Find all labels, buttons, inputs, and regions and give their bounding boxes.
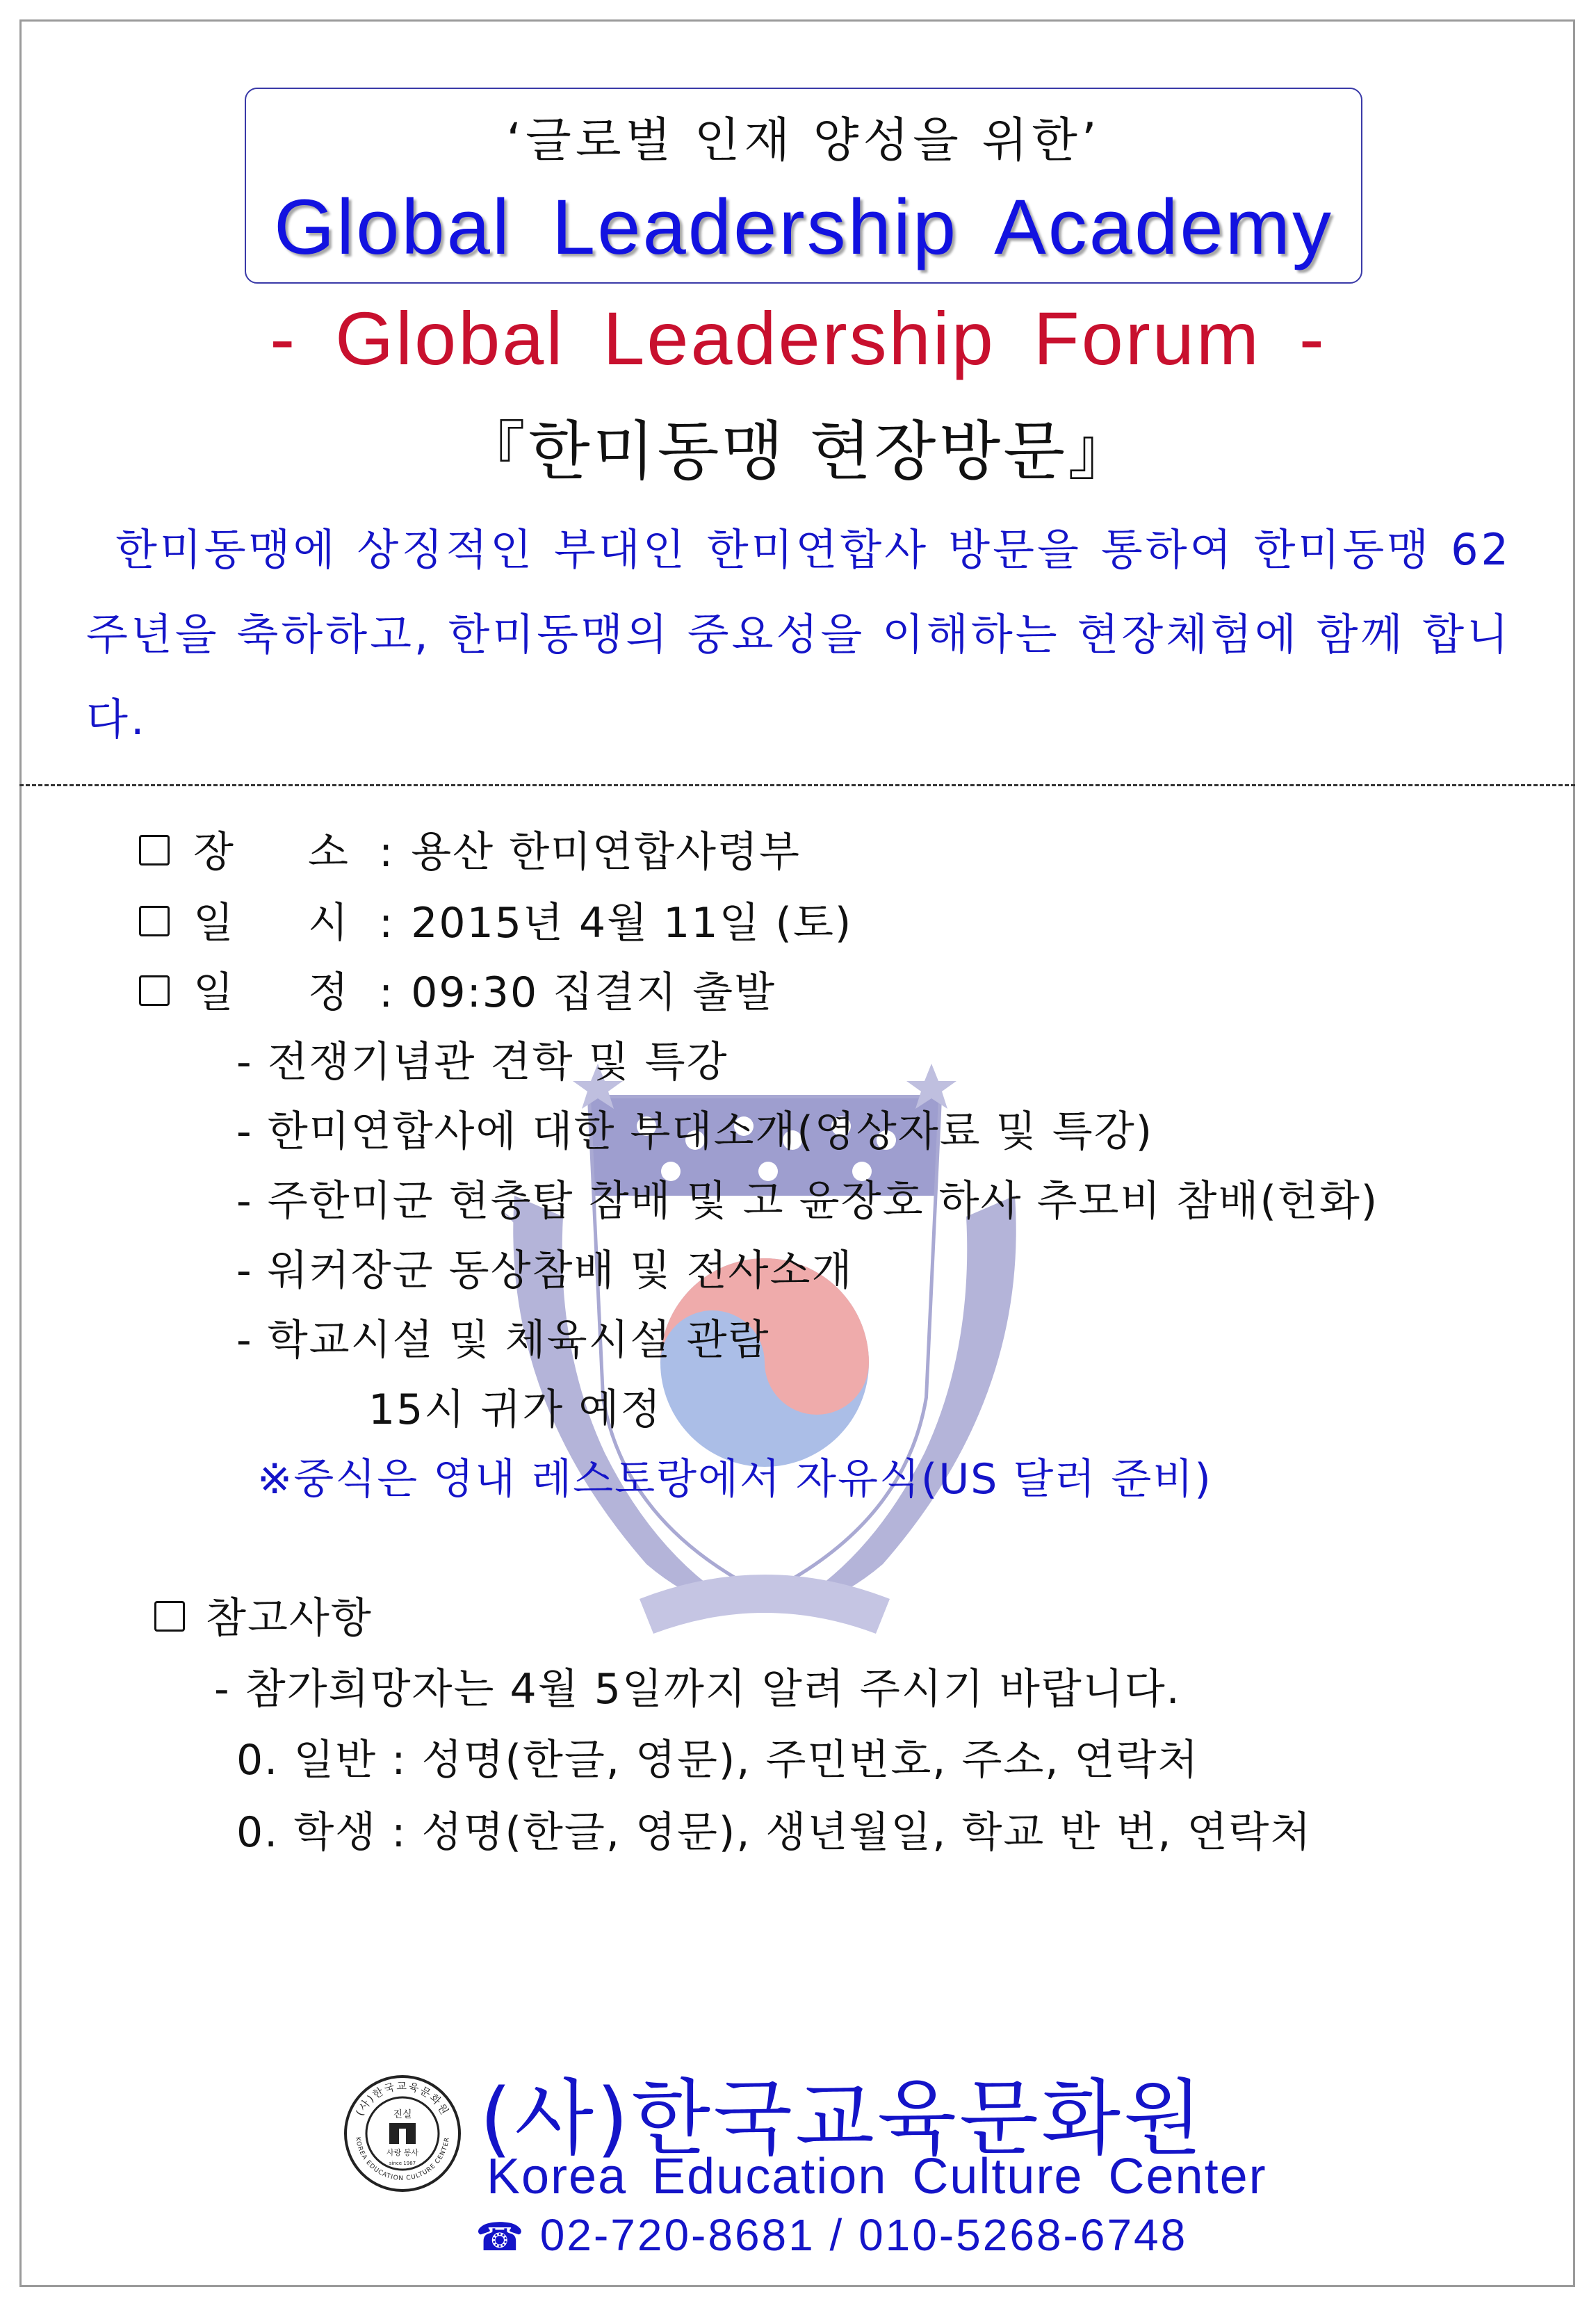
svg-text:(사)한국교육문화원: (사)한국교육문화원: [353, 2079, 452, 2118]
place-sep: :: [379, 828, 395, 877]
organization-name: (사)한국교육문화원: [480, 2070, 1205, 2166]
place-row: [139, 819, 801, 879]
date-label: 일 시: [193, 899, 379, 948]
date-row: [139, 890, 852, 950]
phone-number[interactable]: 02-720-8681 / 010-5268-6748: [539, 2210, 1188, 2260]
intro-paragraph: 한미동맹에 상징적인 부대인 한미연합사 방문을 통하여 한미동맹 62주년을 축하하고, 한미동맹의 중요성을 이해하는 현장체험에 함께 합니다.: [86, 524, 1511, 745]
notes-general: 0. 일반 : 성명(한글, 영문), 주민번호, 주소, 연락처: [236, 1736, 1200, 1785]
forum-title: - Global Leadership Forum -: [270, 296, 1326, 380]
notes-title: 참고사항: [206, 1594, 373, 1643]
svg-text:사랑 봉사: 사랑 봉사: [386, 2148, 419, 2157]
svg-text:since 1987: since 1987: [389, 2161, 416, 2166]
place-label: 장 소: [193, 828, 379, 877]
date-sep: :: [379, 899, 395, 948]
dashed-divider: [19, 784, 1575, 786]
checkbox-square-icon: [139, 835, 170, 866]
organization-name-english: Korea Education Culture Center: [487, 2149, 1267, 2204]
schedule-item: - 학교시설 및 체육시설 관람: [236, 1316, 770, 1365]
svg-text:KOREA EDUCATION CULTURE CENTER: KOREA EDUCATION CULTURE CENTER: [354, 2136, 451, 2183]
place-value: 용산 한미연합사령부: [411, 828, 801, 877]
schedule-item: - 한미연합사에 대한 부대소개(영상자료 및 특강): [236, 1107, 1154, 1156]
schedule-row: [139, 959, 776, 1019]
checkbox-square-icon: [139, 906, 170, 936]
organization-phone: [475, 2209, 1187, 2261]
checkbox-square-icon: [139, 975, 170, 1006]
notes-heading: [154, 1585, 373, 1645]
schedule-item: - 주한미군 현충탑 참배 및 고 윤장호 하사 추모비 참배(헌화): [236, 1177, 1379, 1226]
schedule-sep: :: [379, 968, 395, 1017]
date-value: 2015년 4월 11일 (토): [411, 899, 853, 948]
schedule-item: - 전쟁기념관 견학 및 특강: [236, 1038, 728, 1087]
schedule-value: 09:30 집결지 출발: [411, 968, 776, 1017]
academy-title: Global Leadership Academy: [274, 184, 1333, 270]
notes-deadline: - 참가희망자는 4월 5일까지 알려 주시기 바랍니다.: [214, 1665, 1181, 1714]
subtitle: ‘글로벌 인재 양성을 위한’: [506, 113, 1101, 168]
notes-student: 0. 학생 : 성명(한글, 영문), 생년월일, 학교 반 번, 연락처: [236, 1808, 1312, 1857]
schedule-item: - 워커장군 동상참배 및 전사소개: [236, 1246, 854, 1295]
svg-text:진실: 진실: [393, 2109, 412, 2120]
checkbox-square-icon: [154, 1601, 185, 1632]
return-time: 15시 귀가 예정: [368, 1385, 662, 1434]
organization-seal-icon: [343, 2074, 462, 2193]
visit-title: 『한미동맹 현장방문』: [461, 414, 1135, 489]
phone-icon: ☎: [475, 2215, 526, 2259]
lunch-note: ※중식은 영내 레스토랑에서 자유식(US 달러 준비): [257, 1455, 1212, 1504]
schedule-label: 일 정: [193, 968, 379, 1017]
